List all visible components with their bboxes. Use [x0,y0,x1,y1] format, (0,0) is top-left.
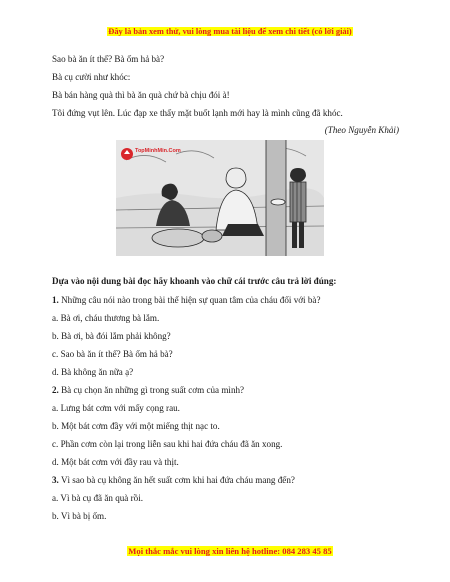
question-3-number: 3. [52,475,59,485]
story-line-3: Bà bán hàng quà thì bà ăn quà chứ bà chịu đói à! [52,90,230,100]
story-source: (Theo Nguyễn Khải) [324,125,399,135]
story-illustration [116,140,324,256]
question-3-option-b: b. Vì bà bị ốm. [52,511,107,521]
question-3-text: Vì sao bà cụ không ăn hết suất cơm khi hai đứa cháu mang đến? [60,475,295,485]
question-1-option-b: b. Bà ơi, bà đói lắm phải không? [52,331,171,341]
question-2-option-c: c. Phần cơm còn lại trong liễn sau khi hai đứa cháu đã ăn xong. [52,439,283,449]
question-1-number: 1. [52,295,59,305]
story-line-1: Sao bà ăn ít thế? Bà ốm hả bà? [52,54,165,64]
story-line-4: Tôi đứng vụt lên. Lúc đạp xe thấy mặt buốt lạnh mới hay là mình cũng đã khóc. [52,108,343,118]
question-2-option-a: a. Lưng bát cơm với mấy cọng rau. [52,403,180,413]
question-2-number: 2. [52,385,59,395]
preview-notice-banner [50,26,410,38]
question-2 [52,384,244,396]
hotline-banner [50,545,410,557]
question-1-option-c: c. Sao bà ăn ít thế? Bà ốm hả bà? [52,349,173,359]
question-1-option-d: d. Bà không ăn nữa ạ? [52,367,134,377]
hotline-text: Mọi thắc mắc vui lòng xin liên hệ hotline: 084 283 45 85 [128,546,332,556]
question-3-option-a: a. Vì bà cụ đã ăn quà rồi. [52,493,143,503]
questions-instruction: Dựa vào nội dung bài đọc hãy khoanh vào chữ cái trước câu trả lời đúng: [52,276,337,286]
question-1-text: Những câu nói nào trong bài thể hiện sự quan tâm của cháu đối với bà? [61,295,321,305]
question-1 [52,294,320,306]
question-2-option-d: d. Một bát cơm với đầy rau và thịt. [52,457,179,467]
preview-notice-text: Đây là bản xem thử, vui lòng mua tài liệu để xem chi tiết (có lời giải) [108,27,352,36]
watermark-logo-text: TopMinhMin.Com [135,148,181,154]
question-1-option-a: a. Bà ơi, cháu thương bà lắm. [52,313,160,323]
illustration-drawing [116,140,324,256]
question-2-option-b: b. Một bát cơm đầy với một miếng thịt nạc to. [52,421,220,431]
question-3 [52,474,295,486]
story-line-2: Bà cụ cười như khóc: [52,72,131,82]
question-2-text: Bà cụ chọn ăn những gì trong suất cơm của mình? [61,385,245,395]
